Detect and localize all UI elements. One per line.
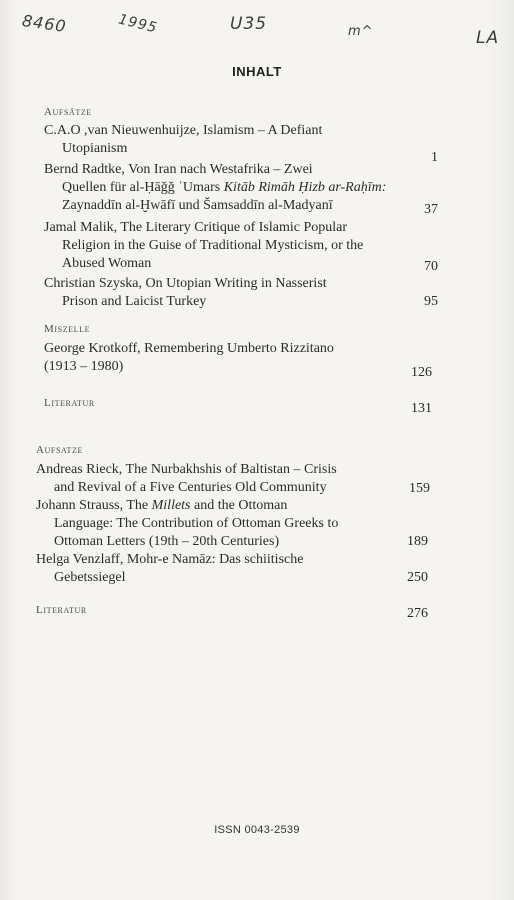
handwritten-note-3: U35 — [230, 14, 268, 34]
entry-line: and Revival of a Five Centuries Old Community — [54, 480, 327, 495]
page-number: 126 — [411, 365, 432, 380]
page-number: 250 — [407, 570, 428, 585]
toc-entry — [44, 275, 424, 311]
page-number: 70 — [424, 259, 438, 274]
entry-line: Prison and Laicist Turkey — [62, 294, 207, 309]
entry-line: Zaynaddīn al-Ḫwāfī und Šamsaddīn al-Madyanī — [62, 198, 333, 213]
page-number: 131 — [411, 401, 432, 416]
page-number: 37 — [424, 202, 438, 217]
handwritten-note-1: 8460 — [20, 10, 68, 37]
entry-italic-title: Millets — [151, 498, 191, 513]
page-number: 1 — [431, 150, 438, 165]
section-label-literatur: Literatur — [44, 397, 95, 409]
entry-line: Language: The Contribution of Ottoman Greeks to — [54, 516, 339, 531]
handwritten-note-2: 1995 — [116, 11, 159, 37]
entry-line: Helga Venzlaff, Mohr-e Namāz: Das schiitische — [36, 552, 304, 567]
toc-entry — [44, 161, 424, 215]
section-label-literatur: Literatur — [36, 604, 87, 616]
entry-line: (1913 – 1980) — [44, 359, 124, 374]
entry-line: George Krotkoff, Remembering Umberto Rizzitano — [44, 341, 334, 356]
issn-number: ISSN 0043-2539 — [214, 824, 300, 836]
entry-italic-title: Kitāb Rimāh Ḥizb ar-Raḥīm: — [223, 180, 387, 195]
toc-entry — [44, 122, 424, 158]
page-number: 189 — [407, 534, 428, 549]
page-number: 159 — [409, 481, 430, 496]
page-title: INHALT — [232, 64, 282, 79]
entry-line — [44, 179, 424, 197]
section-label-miszelle: Miszelle — [44, 323, 91, 335]
entry-line: Ottoman Letters (19th – 20th Centuries) — [54, 534, 280, 549]
handwritten-note-4: m^ — [348, 24, 374, 39]
section-label-aufsatze: Aufsatze — [36, 444, 83, 456]
toc-entry — [44, 219, 424, 273]
page-number: 276 — [407, 606, 428, 621]
toc-entry — [36, 497, 406, 551]
toc-entry — [36, 461, 406, 497]
entry-line: Utopianism — [62, 141, 128, 156]
entry-text: Quellen für al-Ḥāǧǧ ʿUmars — [62, 180, 224, 195]
entry-line: Abused Woman — [62, 256, 152, 271]
entry-line: Gebetssiegel — [54, 570, 126, 585]
entry-line: Christian Szyska, On Utopian Writing in Nasserist — [44, 276, 327, 291]
toc-entry — [36, 551, 406, 587]
page-number: 95 — [424, 294, 438, 309]
handwritten-note-5: LA — [476, 28, 500, 48]
section-label-aufsaetze: Aufsätze — [44, 106, 92, 118]
entry-line: Bernd Radtke, Von Iran nach Westafrika – Zwei — [44, 162, 313, 177]
entry-line — [36, 497, 406, 515]
entry-line: Religion in the Guise of Traditional Mysticism, or the — [62, 238, 364, 253]
entry-line: C.A.O ,van Nieuwenhuijze, Islamism – A Defiant — [44, 123, 323, 138]
entry-text: Johann Strauss, The — [36, 498, 152, 513]
toc-entry — [44, 340, 434, 376]
entry-line: Jamal Malik, The Literary Critique of Islamic Popular — [44, 220, 347, 235]
entry-line: Andreas Rieck, The Nurbakhshis of Baltistan – Crisis — [36, 462, 337, 477]
entry-text: and the Ottoman — [190, 498, 288, 513]
